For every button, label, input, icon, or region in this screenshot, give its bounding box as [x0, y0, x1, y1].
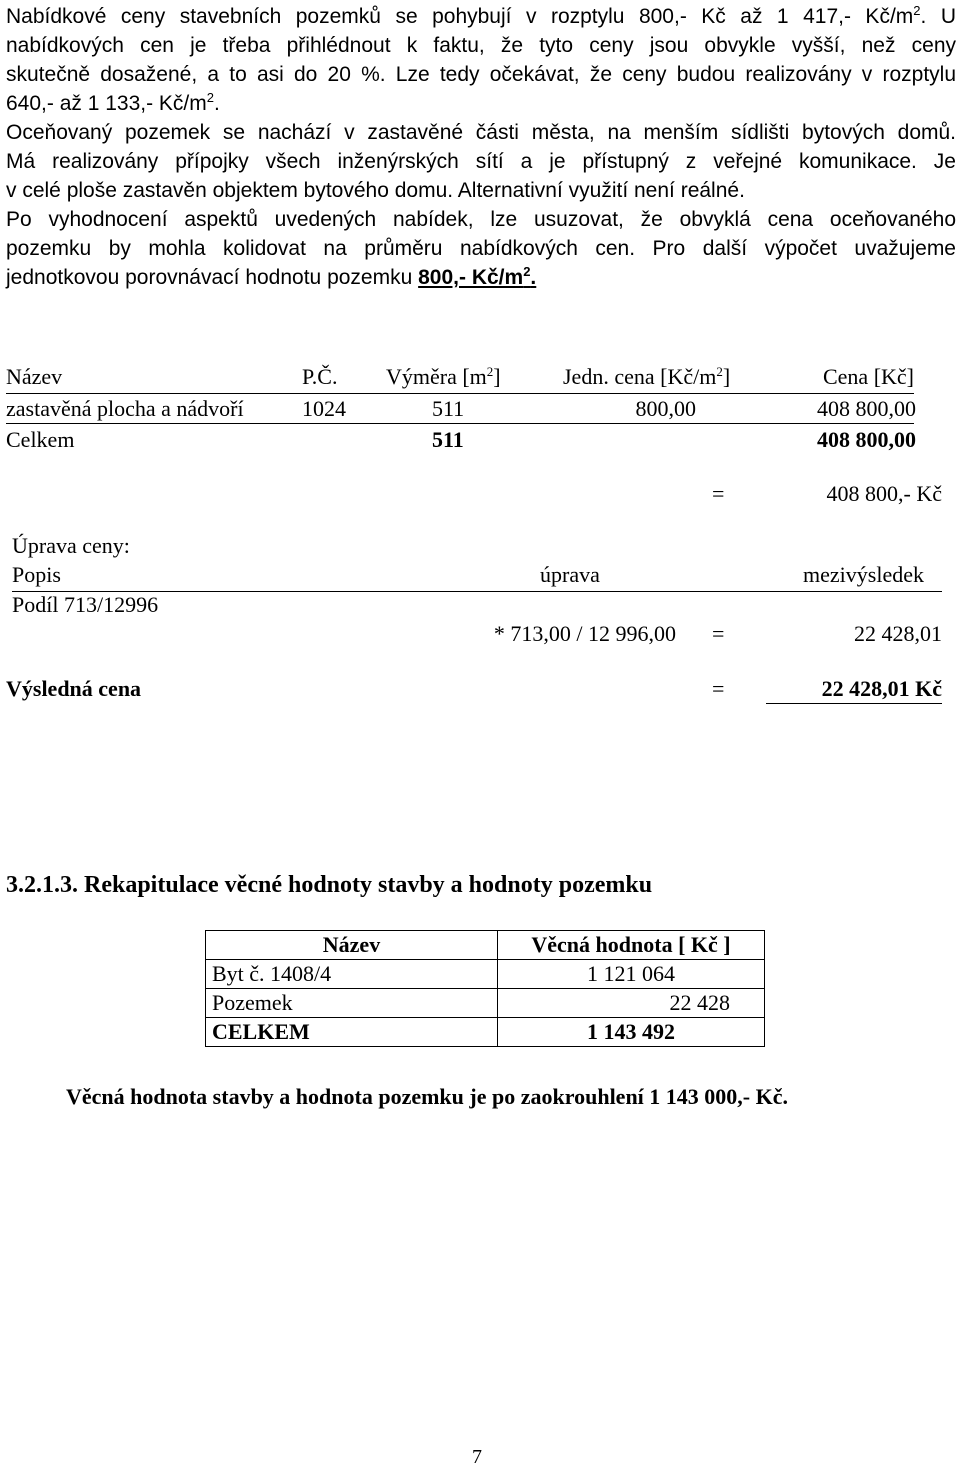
adjustment-title: Úprava ceny:: [12, 533, 130, 558]
recap-total-name: CELKEM: [206, 1018, 498, 1047]
row-unit-price: 800,00: [635, 396, 696, 421]
header-pc: P.Č.: [302, 364, 338, 389]
conclusion: Věcná hodnota stavby a hodnota pozemku je po zaokrouhlení 1 143 000,- Kč.: [66, 1084, 788, 1109]
p2-line1: Oceňovaný pozemek se nachází v zastavěné části města, na menším sídlišti bytových domů.: [6, 121, 956, 144]
recap-header-value: Věcná hodnota [ Kč ]: [498, 931, 765, 960]
row-price: 408 800,00: [817, 396, 916, 421]
adjustment-item-result: 22 428,01: [854, 621, 942, 646]
final-label: Výsledná cena: [6, 676, 142, 701]
header-unit-price: Jedn. cena $[Kč/m^2]$: [563, 364, 731, 389]
header-rule: [6, 393, 914, 394]
land-result: 408 800,- Kč: [826, 481, 942, 506]
adjustment-item-label: Podíl 713/12996: [12, 592, 159, 617]
table-row: [206, 989, 765, 1018]
recap-row-name: Byt č. 1408/4: [206, 960, 498, 989]
recap-row-value: 1 121 064: [498, 960, 765, 989]
total-area: 511: [432, 427, 464, 452]
row-pc: 1024: [302, 396, 346, 421]
p1-line1: Nabídkové ceny stavebních pozemků se pohybují v rozptylu 800,- Kč až 1 417,- Kč/m: [6, 5, 914, 28]
unit-value: 800,- $Kč/m^2$.: [418, 264, 537, 289]
recap-total-value: 1 143 492: [498, 1018, 765, 1047]
p1-line2: nabídkových cen je třeba přihlédnout k faktu, že tyto ceny jsou obvykle vyšší, než ceny: [6, 34, 956, 57]
paragraph-offer-prices: Nabídkové ceny stavebních pozemků se pohybují v rozptylu 800,- Kč až 1 417,- $Kč/m^2$. U nabídkových cen je třeba přihlédnout k faktu, že tyto ceny jsou obvykle vyšší, než ceny skutečně dosažené, a to asi do 20 %. Lze tedy očekávat, že ceny budou realizovány v rozptylu 640,- až 1 133,- $Kč/m^2$.: [6, 3, 956, 115]
p1-line4: 640,- až 1 133,- Kč/m: [6, 92, 207, 115]
recap-row-name: Pozemek: [206, 989, 498, 1018]
final-equals: =: [712, 676, 725, 701]
final-result: 22 428,01 Kč: [821, 676, 942, 701]
header-name: Název: [6, 364, 63, 389]
p2-line3: v celé ploše zastavěn objektem bytového domu. Alternativní využití není reálné.: [6, 179, 745, 202]
adjustment-item-formula: * 713,00 / 12 996,00: [493, 621, 676, 646]
total-label: Celkem: [6, 427, 75, 452]
p3-line1: Po vyhodnocení aspektů uvedených nabídek, lze usuzovat, že obvyklá cena oceňovaného: [6, 208, 956, 231]
p1-line3: skutečně dosažené, a to asi do 20 %. Lze tedy očekávat, že ceny budou realizovány v rozptylu: [6, 63, 956, 86]
recap-table: [205, 930, 765, 1047]
paragraph-evaluation: [6, 205, 956, 292]
adjustment-col-desc: Popis: [12, 562, 61, 587]
result-equals: =: [712, 481, 725, 506]
table-row: [206, 960, 765, 989]
final-underline: [766, 703, 942, 704]
header-area: Výměra $[m^2]$: [386, 364, 501, 389]
adjustment-col-adj: úprava: [540, 562, 600, 587]
adjustment-col-sub: mezivýsledek: [803, 562, 924, 587]
recap-header-name: Název: [206, 931, 498, 960]
row-rule: [6, 423, 914, 424]
recap-row-value: 22 428: [498, 989, 765, 1018]
recap-header-row: [206, 931, 765, 960]
page-number: 7: [472, 1446, 482, 1468]
paragraph-land-description: [6, 118, 956, 205]
recap-total-row: [206, 1018, 765, 1047]
row-name: zastavěná plocha a nádvoří: [6, 396, 244, 421]
section-heading: 3.2.1.3. Rekapitulace věcné hodnoty stavby a hodnoty pozemku: [6, 872, 653, 898]
p3-line3: jednotkovou porovnávací hodnotu pozemku: [6, 266, 419, 289]
header-price: Cena [Kč]: [822, 364, 914, 389]
adjustment-item-equals: =: [712, 621, 725, 646]
total-price: 408 800,00: [817, 427, 916, 452]
p3-line2: pozemku by mohla kolidovat na průměru nabídkových cen. Pro další výpočet uvažujeme: [6, 237, 956, 260]
row-area: 511: [432, 396, 465, 421]
p2-line2: Má realizovány přípojky všech inženýrských sítí a je přístupný z veřejné komunikace. Je: [6, 150, 956, 173]
